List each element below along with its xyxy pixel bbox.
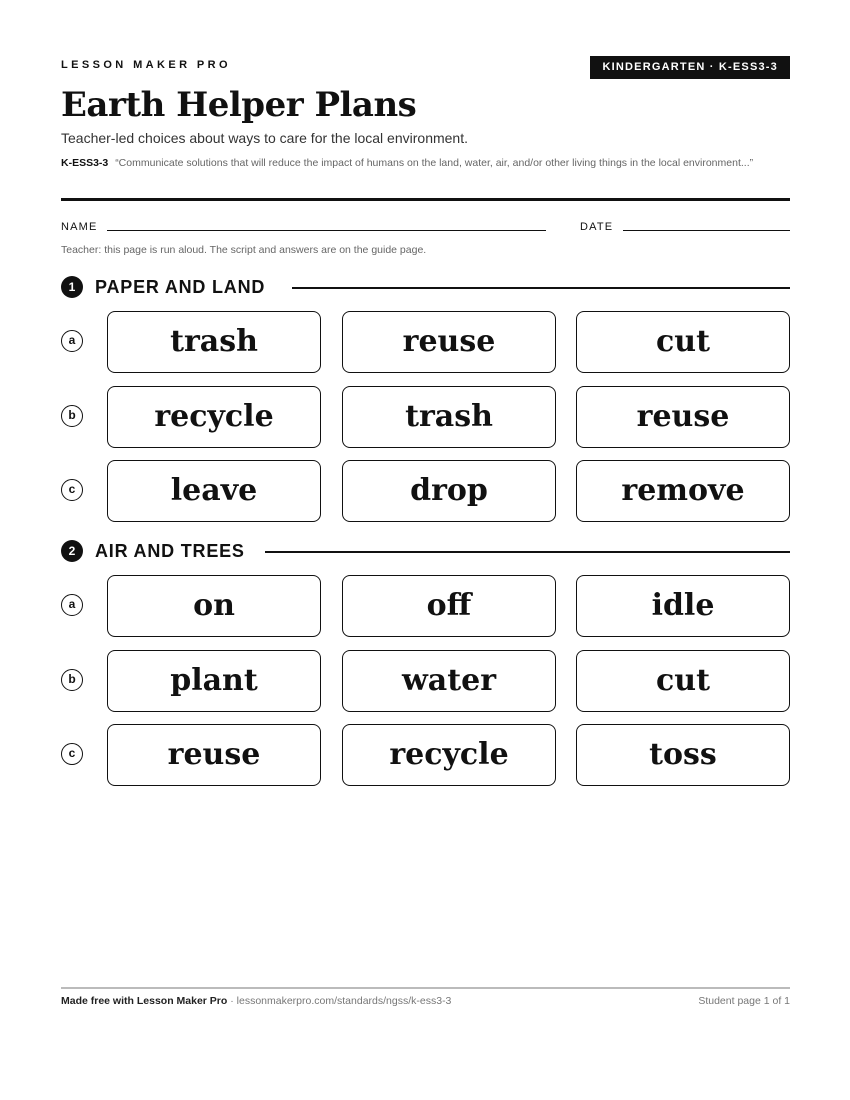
question-row-2a	[61, 575, 790, 637]
choice-card[interactable]: recycle	[107, 386, 321, 448]
choice-card[interactable]: trash	[342, 386, 556, 448]
top-bar	[61, 56, 790, 80]
section-number-badge: 2	[61, 540, 83, 562]
standard-code: K-ESS3-3	[61, 157, 109, 169]
choice-card[interactable]: cut	[576, 650, 790, 712]
date-label: DATE	[580, 221, 614, 233]
choice-card[interactable]: reuse	[576, 386, 790, 448]
row-label: c	[61, 479, 83, 501]
grade-standard-badge: KINDERGARTEN · K-ESS3-3	[590, 56, 790, 79]
page-footer	[61, 995, 790, 1007]
row-label: c	[61, 743, 83, 765]
row-label: a	[61, 594, 83, 616]
name-field[interactable]	[107, 230, 546, 231]
choice-card[interactable]: drop	[342, 460, 556, 522]
section-number-badge: 1	[61, 276, 83, 298]
choice-card[interactable]: reuse	[342, 311, 556, 373]
choice-card[interactable]: cut	[576, 311, 790, 373]
question-row-1b	[61, 386, 790, 448]
section-title: AIR AND TREES	[95, 541, 245, 561]
header-divider	[61, 198, 790, 201]
question-row-1a	[61, 311, 790, 373]
date-field[interactable]	[623, 230, 790, 231]
row-label: a	[61, 330, 83, 352]
choice-card[interactable]: on	[107, 575, 321, 637]
standard-text: “Communicate solutions that will reduce the impact of humans on the land, water, air, and/or other living things in the local environment...”	[115, 157, 754, 169]
choice-card[interactable]: toss	[576, 724, 790, 786]
page-title: Earth Helper Plans	[61, 85, 417, 125]
page-number: Student page 1 of 1	[698, 995, 790, 1007]
choice-card[interactable]: remove	[576, 460, 790, 522]
question-row-1c	[61, 460, 790, 522]
section-rule	[292, 287, 790, 289]
name-date-row	[61, 219, 790, 235]
choice-card[interactable]: plant	[107, 650, 321, 712]
row-label: b	[61, 405, 83, 427]
row-label: b	[61, 669, 83, 691]
choice-card[interactable]: reuse	[107, 724, 321, 786]
choice-card[interactable]: trash	[107, 311, 321, 373]
teacher-note: Teacher: this page is run aloud. The script and answers are on the guide page.	[61, 244, 427, 256]
question-row-2b	[61, 650, 790, 712]
section-1-header	[61, 275, 790, 299]
question-row-2c	[61, 724, 790, 786]
footer-link[interactable]: · lessonmakerpro.com/standards/ngss/k-ess3-3	[227, 995, 452, 1007]
choice-card[interactable]: idle	[576, 575, 790, 637]
footer-divider	[61, 987, 790, 989]
section-title: PAPER AND LAND	[95, 277, 266, 297]
page-subtitle: Teacher-led choices about ways to care for the local environment.	[61, 130, 468, 146]
choice-card[interactable]: leave	[107, 460, 321, 522]
brand-name: LESSON MAKER PRO	[61, 59, 231, 71]
section-rule	[265, 551, 790, 553]
worksheet-page	[61, 0, 790, 1100]
name-label: NAME	[61, 221, 98, 233]
choice-card[interactable]: recycle	[342, 724, 556, 786]
section-2-header	[61, 539, 790, 563]
footer-credit: Made free with Lesson Maker Pro	[61, 995, 228, 1007]
choice-card[interactable]: water	[342, 650, 556, 712]
standard-description	[61, 155, 761, 171]
choice-card[interactable]: off	[342, 575, 556, 637]
